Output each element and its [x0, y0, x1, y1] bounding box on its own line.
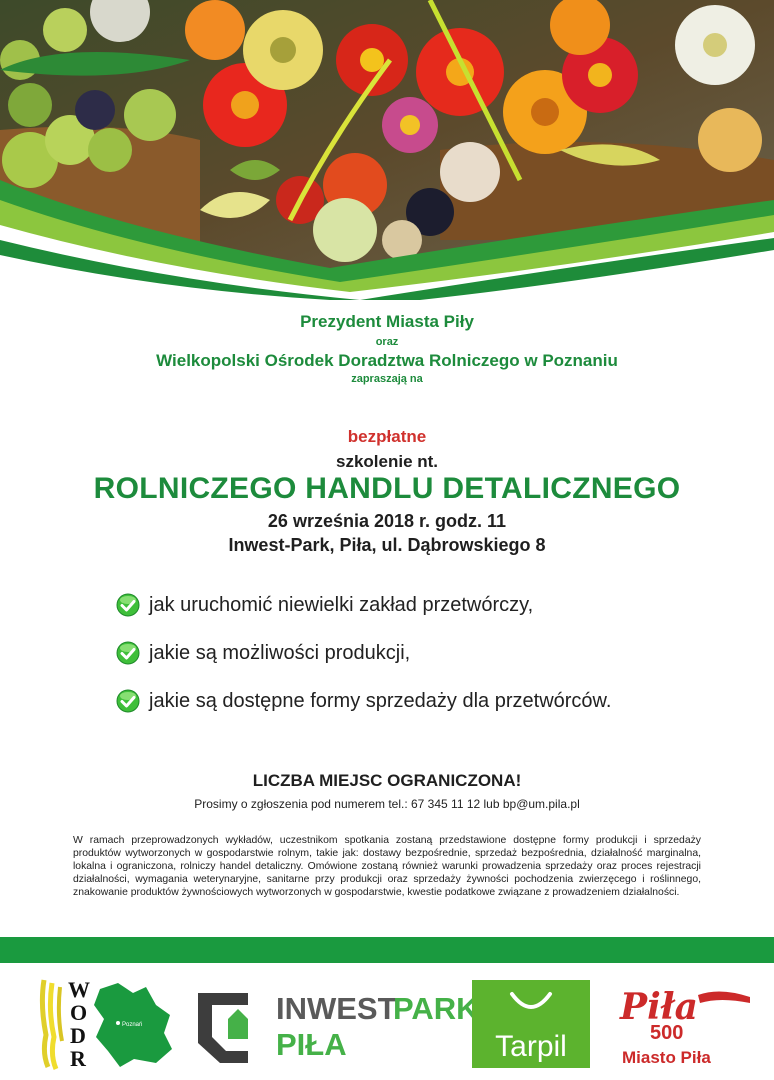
- bullet-text: jakie są dostępne formy sprzedaży dla przetwórców.: [149, 689, 612, 712]
- agenda-list: [116, 590, 756, 734]
- event-topic: ROLNICZEGO HANDLU DETALICZNEGO: [93, 472, 681, 505]
- inwest-text: INWEST: [276, 991, 397, 1026]
- pila-500: 500: [650, 1022, 684, 1044]
- bullet-text: jakie są możliwości produkcji,: [149, 641, 411, 664]
- park-text: PARK: [393, 991, 479, 1026]
- training-label: szkolenie nt.: [335, 452, 439, 471]
- wodr-letter-r: R: [70, 1046, 86, 1071]
- wodr-logo: [38, 975, 178, 1070]
- wodr-letter-d: D: [70, 1023, 86, 1048]
- check-icon: [116, 689, 140, 713]
- contact-info: Prosimy o zgłoszenia pod numerem tel.: 67 345 11 12 lub bp@um.pila.pl: [194, 797, 580, 811]
- description-paragraph: W ramach przeprowadzonych wykładów, uczestnikom spotkania zostaną przedstawione dostępne formy produkcji i sprzedaży produktów wytworzonych w gospodarstwie rolnym, takie jak: dostawy bezpośrednie, sprzedaż bezpośrednia, działalność marginalna, lokalna i ograniczona, rolniczy handel detaliczny. Omówione zostaną również warunki prowadzenia sprzedaży oraz proces rejestracji działalności, wymagania weterynaryjne, sanitarne przy produkcji oraz sprzedaży żywności pochodzenia zwierzęcego i roślinnego, znakowanie produktów żywnościowych wytworzonych w gospodarstwie, kwestie podatkowe związane z prowadzeniem działalności.: [73, 835, 701, 898]
- pila-city-logo: [610, 975, 760, 1070]
- tarpil-logo: [472, 980, 590, 1068]
- organizer-1: Prezydent Miasta Piły: [300, 312, 474, 331]
- wodr-letter-o: O: [70, 1000, 88, 1025]
- pila-script: Piła: [620, 986, 698, 1028]
- green-band: [0, 937, 774, 963]
- bullet-text: jak uruchomić niewielki zakład przetwórczy,: [149, 593, 534, 616]
- limited-seats-heading: LICZBA MIEJSC OGRANICZONA!: [252, 771, 522, 790]
- pila-city-name: Miasto Piła: [622, 1048, 711, 1067]
- inwestpark-logo: [190, 975, 479, 1070]
- event-place: Inwest-Park, Piła, ul. Dąbrowskiego 8: [228, 535, 546, 555]
- free-label: bezpłatne: [347, 427, 427, 446]
- organizer-2: Wielkopolski Ośrodek Doradztwa Rolniczego w Poznaniu: [156, 351, 618, 370]
- list-item: [116, 590, 756, 620]
- hero-harvest-photo: [0, 0, 774, 300]
- invite-text: zapraszają na: [351, 373, 423, 385]
- wodr-letter-w: W: [68, 977, 90, 1002]
- event-date: 26 września 2018 r. godz. 11: [267, 511, 507, 531]
- tarpil-text: Tarpil: [495, 1030, 567, 1063]
- list-item: [116, 638, 756, 668]
- check-icon: [116, 593, 140, 617]
- map-city-label: Poznań: [122, 1022, 143, 1028]
- list-item: [116, 686, 756, 716]
- check-icon: [116, 641, 140, 665]
- and-word: oraz: [375, 336, 399, 348]
- pila-text: PIŁA: [276, 1027, 347, 1062]
